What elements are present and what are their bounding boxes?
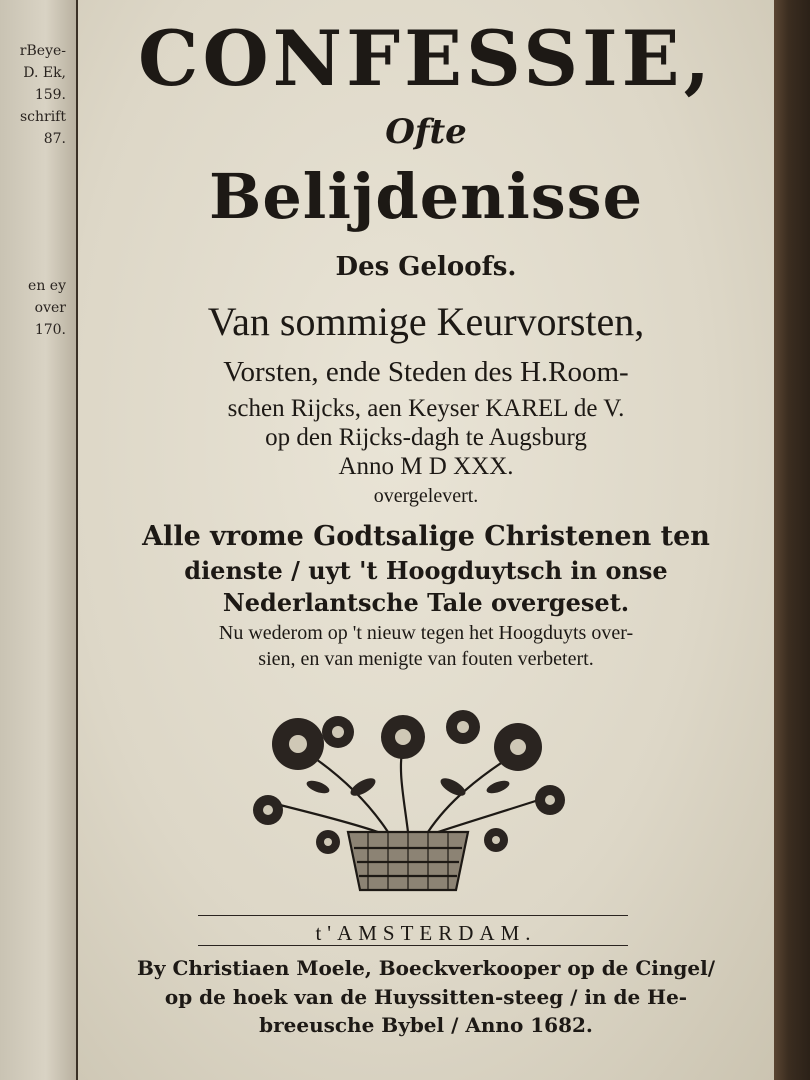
subtitle-belijdenisse: Belijdenisse bbox=[208, 160, 644, 233]
text-line: op den Rijcks-dagh te Augsburg bbox=[265, 424, 587, 451]
imprint-line: By Christiaen Moele, Boeckverkooper op de Cingel/ bbox=[136, 956, 716, 980]
subtitle-des-geloofs: Des Geloofs. bbox=[335, 252, 517, 282]
fragment-line: over bbox=[34, 300, 66, 316]
line-keurvorsten: Van sommige Keurvorsten, bbox=[207, 299, 645, 344]
fragment-line: 159. bbox=[34, 87, 66, 103]
text-line: Vorsten, ende Steden des H.Room- bbox=[223, 356, 629, 388]
page-title: CONFESSIE, bbox=[137, 14, 715, 103]
text-line: Anno M D XXX. bbox=[338, 453, 514, 480]
book-spine bbox=[774, 0, 810, 1080]
fragment-line: 170. bbox=[34, 322, 66, 338]
imprint-line: breeusche Bybel / Anno 1682. bbox=[259, 1013, 593, 1037]
left-page-fragment-bottom bbox=[28, 275, 66, 341]
gothic-line: Nederlantsche Tale overgeset. bbox=[222, 588, 630, 617]
fragment-line: en ey bbox=[28, 278, 66, 294]
subtitle-ofte: Ofte bbox=[385, 112, 467, 152]
imprint-city: t'AMSTERDAM. bbox=[315, 921, 537, 945]
fragment-line: rBeye- bbox=[19, 43, 66, 59]
flower-basket-woodcut-icon bbox=[228, 692, 588, 902]
left-page-fragment-top bbox=[20, 40, 66, 150]
text-line: schen Rijcks, aen Keyser KAREL de V. bbox=[227, 395, 625, 422]
divider bbox=[198, 945, 628, 946]
gothic-line: dienste / uyt 't Hoogduytsch in onse bbox=[184, 556, 668, 585]
text-line: overgelevert. bbox=[373, 485, 479, 507]
imprint-line: op de hoek van de Huyssitten-steeg / in de He- bbox=[164, 985, 688, 1009]
fragment-line: 87. bbox=[43, 131, 66, 147]
left-page-edge bbox=[0, 0, 78, 1080]
note-line: sien, en van menigte van fouten verbetert. bbox=[258, 648, 594, 670]
divider bbox=[198, 915, 628, 916]
fragment-line: schrift bbox=[19, 109, 66, 125]
title-page bbox=[78, 0, 774, 1080]
fragment-line: D. Ek, bbox=[23, 65, 66, 81]
gothic-line: Alle vrome Godtsalige Christenen ten bbox=[142, 521, 710, 552]
note-line: Nu wederom op 't nieuw tegen het Hoogduyts over- bbox=[218, 622, 634, 644]
